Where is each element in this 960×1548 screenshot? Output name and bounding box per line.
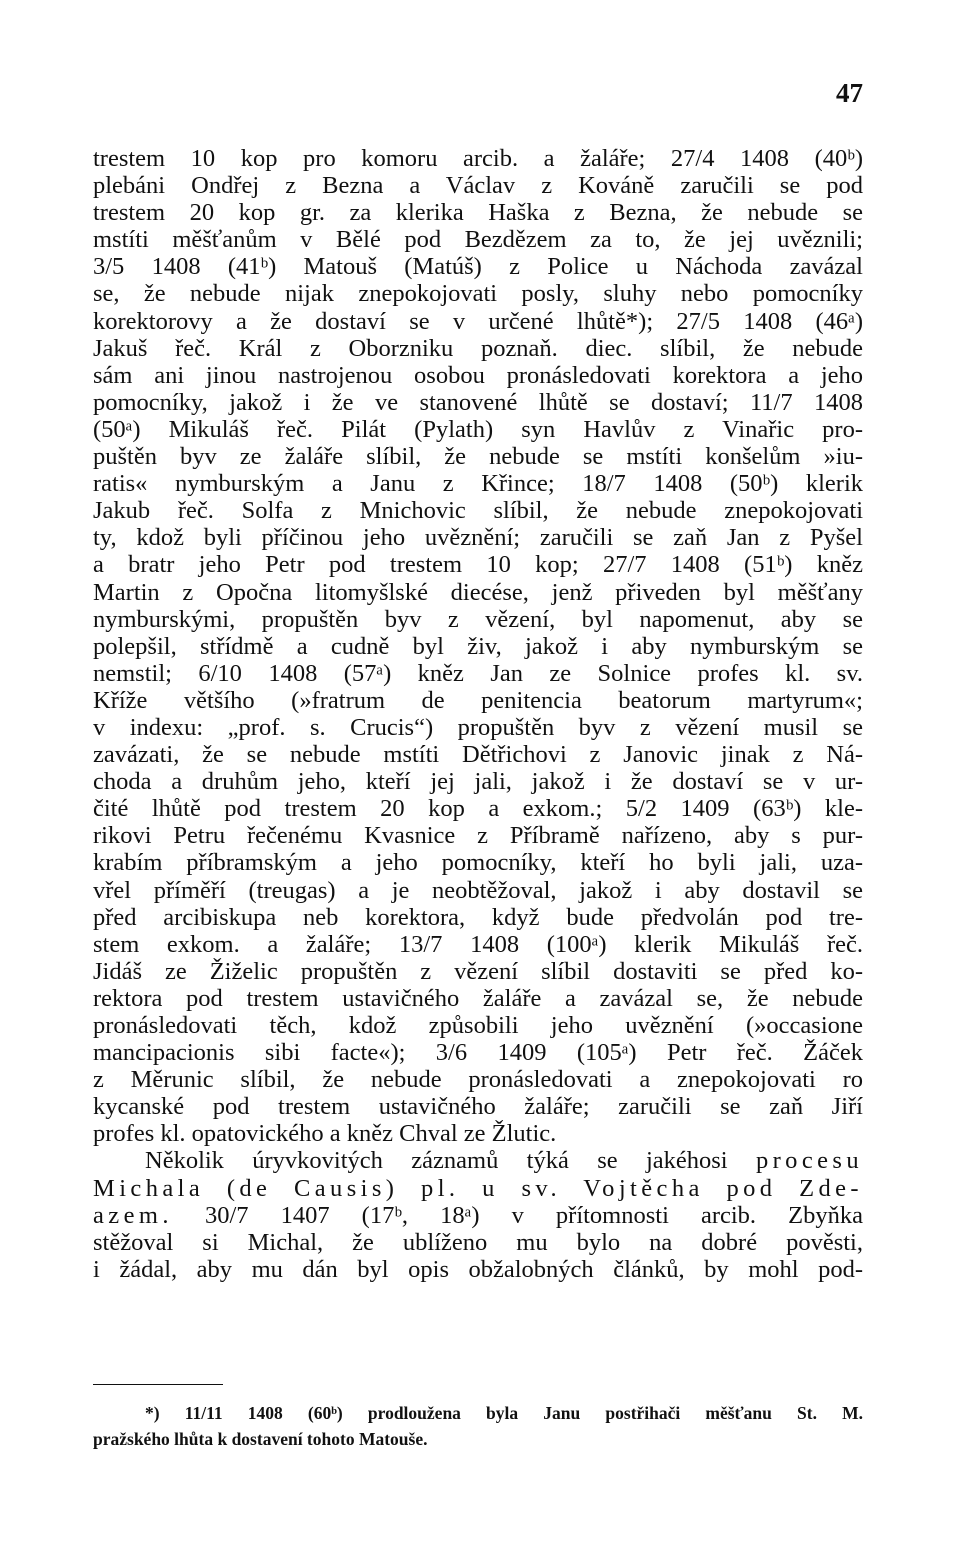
- text-line: Kříže většího (»fratrum de penitencia beatorum martyrum«;: [93, 686, 863, 714]
- text-line: [93, 1147, 863, 1174]
- text-line: nymburskými, propuštěn byv z vězení, byl napomenut, aby se: [93, 605, 863, 633]
- text-line: Martin z Opočna litomyšlské diecése, jenž přiveden byl měšťany: [93, 578, 863, 606]
- text-line: se, že nebude nijak znepokojovati posly, sluhy nebo pomocníky: [93, 280, 863, 308]
- footnote-divider: [93, 1384, 223, 1385]
- text-line: [93, 1202, 863, 1229]
- text-line: ratis« nymburským a Janu z Křince; 18/7 1408 (50ᵇ) klerik: [93, 470, 863, 498]
- text-line: mancipacionis sibi facte«); 3/6 1409 (105ᵃ) Petr řeč. Žáček: [93, 1039, 863, 1067]
- text-line: z Měrunic slíbil, že nebude pronásledovati a znepokojovati ro: [93, 1066, 863, 1094]
- footnote-line: *) 11/11 1408 (60ᵇ) prodloužena byla Janu postřihači měšťanu St. M.: [145, 1403, 863, 1423]
- emphasized-text-line: Michala (de Causis) pl. u sv. Vojtěcha pod Zde-: [93, 1174, 863, 1202]
- text-line: sám ani jinou nastrojenou osobou pronásledovati korektora a jeho: [93, 361, 863, 389]
- text-line: pronásledovati těch, kdož způsobili jeho uvěznění (»occasione: [93, 1012, 863, 1039]
- text-line: polepšil, střídmě a cudně byl živ, jakož i aby nymburským se: [93, 632, 863, 660]
- text-line: rikovi Petru řečenému Kvasnice z Příbramě nařízeno, aby s pur-: [93, 822, 863, 850]
- text-line: plebáni Ondřej z Bezna a Václav z Kováně zaručili se pod: [93, 172, 863, 200]
- text-line: nemstil; 6/10 1408 (57ᵃ) kněz Jan ze Solnice profes kl. sv.: [93, 659, 863, 687]
- text-line: ty, kdož byli příčinou jeho uvěznění; zaručili se zaň Jan z Pyšel: [93, 524, 863, 552]
- text-line: choda a druhům jeho, kteří jej jali, jakož i že dostaví se v ur-: [93, 768, 863, 796]
- text-line: Jakub řeč. Solfa z Mnichovic slíbil, že nebude znepokojovati: [93, 497, 863, 525]
- text-line: mstíti měšťanům v Bělé pod Bezdězem za to, že jej uvěznili;: [93, 226, 863, 254]
- text-line: trestem 20 kop gr. za klerika Haška z Bezna, že nebude se: [93, 199, 863, 227]
- page-number: 47: [836, 78, 863, 108]
- text-line: Jakuš řeč. Král z Oborzniku poznaň. diec. slíbil, že nebude: [93, 334, 863, 362]
- text-line: i žádal, aby mu dán byl opis obžalobných článků, by mohl pod-: [93, 1255, 863, 1283]
- text-line: před arcibiskupa neb korektora, když bude předvolán pod tre-: [93, 903, 863, 931]
- emphasized-text: azem.: [93, 1201, 173, 1229]
- text-line: krabím příbramským a jeho pomocníky, kteří ho byli jali, uza-: [93, 849, 863, 877]
- text-line: (50ᵃ) Mikuláš řeč. Pilát (Pylath) syn Havlův z Vinařic pro-: [93, 415, 863, 443]
- emphasized-text: procesu: [755, 1147, 863, 1175]
- text-segment: 30/7 1407 (17ᵇ, 18ᵃ) v přítomnosti arcib. Zbyňka: [172, 1201, 863, 1229]
- text-line: 3/5 1408 (41ᵇ) Matouš (Matúš) z Police u Náchoda zavázal: [93, 253, 863, 281]
- text-line: puštěn byv ze žaláře slíbil, že nebude se mstíti konšelům »iu-: [93, 443, 863, 471]
- text-line: korektorovy a že dostaví se v určené lhůtě*); 27/5 1408 (46ᵃ): [93, 307, 863, 335]
- text-line: vřel příměří (treugas) a je neobtěžoval, jakož i aby dostavil se: [93, 876, 863, 904]
- text-line: a bratr jeho Petr pod trestem 10 kop; 27/7 1408 (51ᵇ) kněz: [93, 551, 863, 579]
- text-line: pomocníky, jakož i že ve stanovené lhůtě se dostaví; 11/7 1408: [93, 388, 863, 416]
- text-line: v indexu: „prof. s. Crucis“) propuštěn byv z vězení musil se: [93, 713, 863, 741]
- text-line: rektora pod trestem ustavičného žaláře a zavázal se, že nebude: [93, 984, 863, 1012]
- text-line: zavázati, že se nebude mstíti Dětřichovi z Janovic jinak z Ná-: [93, 741, 863, 769]
- text-line: stěžoval si Michal, že ublíženo mu bylo na dobré pověsti,: [93, 1228, 863, 1256]
- text-line: profes kl. opatovického a kněz Chval ze Žlutic.: [93, 1120, 557, 1148]
- text-line: Jidáš ze Žiželic propuštěn z vězení slíbil dostaviti se před ko-: [93, 957, 863, 985]
- text-line: kycanské pod trestem ustavičného žaláře; zaručili se zaň Jiří: [93, 1093, 863, 1121]
- footnote-line: pražského lhůta k dostavení tohoto Matouše.: [93, 1429, 428, 1449]
- text-line: trestem 10 kop pro komoru arcib. a žaláře; 27/4 1408 (40ᵇ): [93, 145, 863, 172]
- main-text: [93, 145, 863, 1283]
- text-segment: Několik úryvkovitých záznamů týká se jakéhosi: [145, 1147, 756, 1175]
- text-line: čité lhůtě pod trestem 20 kop a exkom.; 5/2 1409 (63ᵇ) kle-: [93, 795, 863, 823]
- text-line: stem exkom. a žaláře; 13/7 1408 (100ᵃ) klerik Mikuláš řeč.: [93, 930, 863, 958]
- footnote: [93, 1400, 863, 1452]
